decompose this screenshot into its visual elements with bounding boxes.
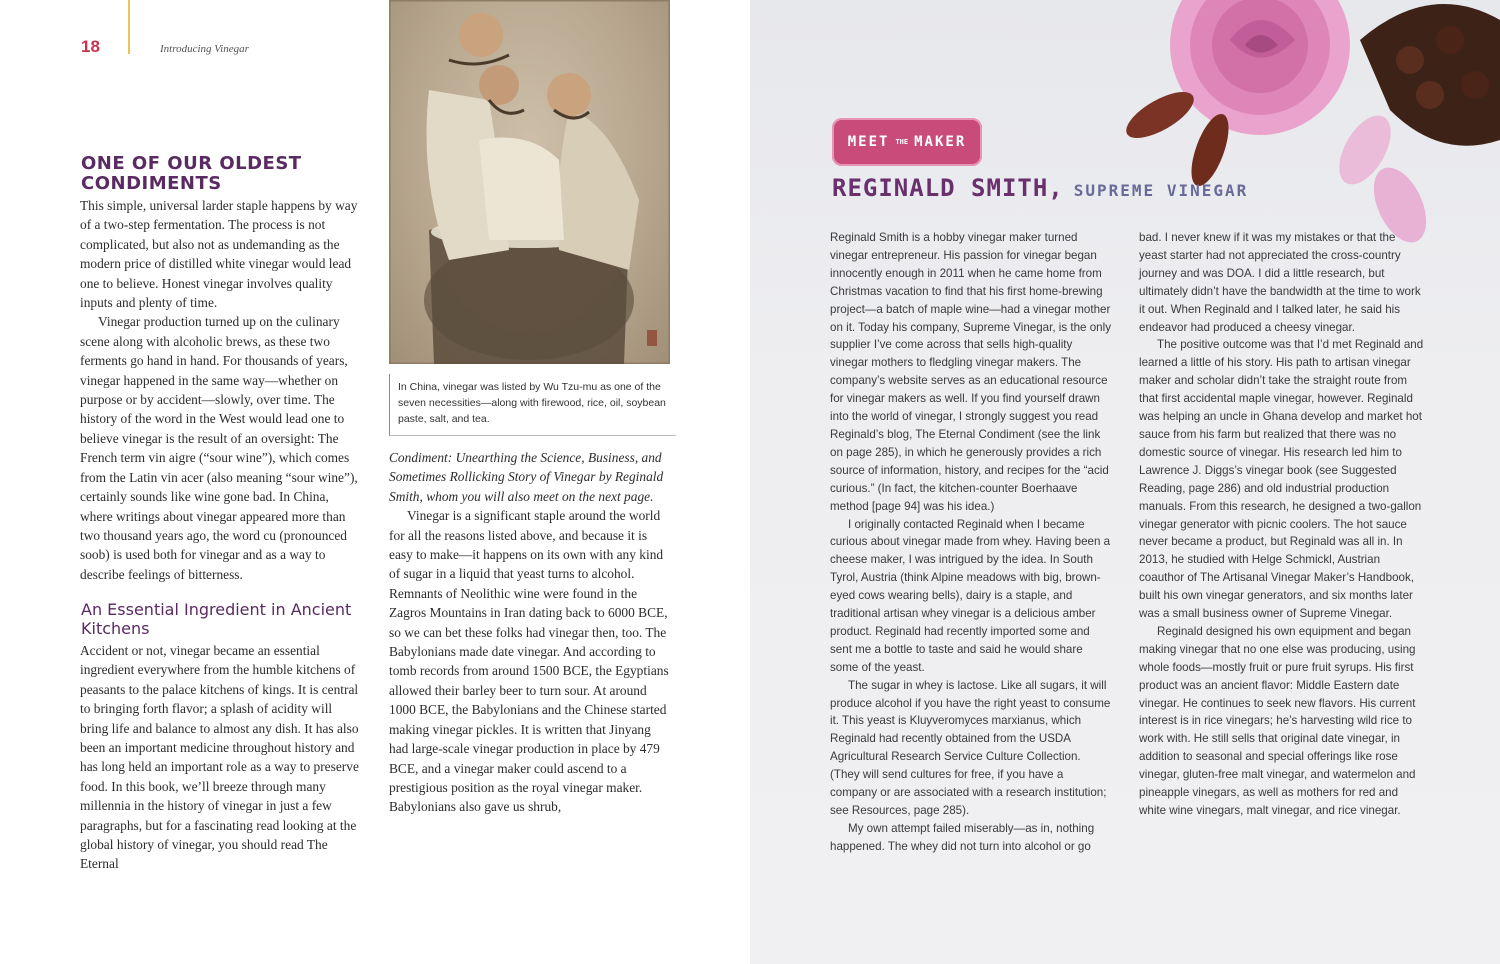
badge-word: MAKER [914,134,967,150]
paragraph: Vinegar production turned up on the culinary scene along with alcoholic brews, as these two ferments go hand in hand. For thousands of years, vinegar happened in the same way—whether on purpose or by accident—slowly, over time. The history of the word in the West would lead one to believe vinegar is the result of an oversight: The French term vin aigre (“sour wine”), which comes from the Latin vin acer (also meaning “sour wine”), certainly sounds like wine gone bad. In China, where writings about vinegar appeared more than two thousand years ago, the word cu (pronounced soob) is used both for vinegar and as a way to describe feelings of bitterness. [80,314,358,582]
meet-the-maker-badge [832,118,982,166]
column-3 [830,229,1112,856]
column-1-intro [80,196,362,584]
image-caption: In China, vinegar was listed by Wu Tzu-mu as one of the seven necessities—along with firewood, rice, oil, soybean paste, salt, and tea. [389,374,676,436]
paragraph: The sugar in whey is lactose. Like all sugars, it will produce alcohol if you have the right yeast to consume it. This yeast is Kluyveromyces marxianus, which Reginald had recently obtained from the USDA Agricultural Research Service Culture Collection. (They will send cultures for free, if you have a company or are associated with a research institution; see Resources, page 285). [830,678,1111,817]
header-rule [128,0,130,54]
page-number: 18 [81,37,100,56]
paragraph: Reginald Smith is a hobby vinegar maker turned vinegar entrepreneur. His passion for vinegar began innocently enough in 2011 when he came home from Christmas vacation to find that his first home-brewing project—a batch of maple wine—had a vinegar mother on it. Today his company, Supreme Vinegar, is the only supplier I’ve come across that sells high-quality vinegar mothers to fledgling vinegar makers. The company’s website serves as an educational resource for vinegar makers as well. If you find yourself drawn into the world of vinegar, I strongly suggest you read Reginald’s blog, The Eternal Condiment (see the link on page 285), in which he generously provides a rich source of information, history, and recipes for the “acid curious.” (In fact, the kitchen-counter Boerhaave method [page 94] was his idea.) [830,231,1111,513]
paragraph: My own attempt failed miserably—as in, nothing happened. The whey did not turn into alcohol or go [830,821,1095,853]
paragraph: Vinegar is a significant staple around the world for all the reasons listed above, and because it is easy to make—it happens on its own with any kind of sugar in a liquid that yeast turns to alcohol. Remnants of Neolithic wine were found in the Zagros Mountains in Iran dating back to 6000 BCE, so we can bet these folks had vinegar then, too. The Babylonians made date vinegar. And according to tomb records from around 1500 BCE, the Egyptians allowed their barley beer to turn sour. At around 1000 BCE, the Babylonians and the Chinese started making vinegar pickles. It is written that Jinyang had large-scale vinegar production in place by 479 BCE, and a vinegar maker could ascend to a prestigious position as the royal vinegar maker. Babylonians also gave us shrub, [389,508,669,815]
subsection-heading: An Essential Ingredient in Ancient Kitchens [81,600,352,638]
rose-and-dates-photo [1110,0,1500,260]
maker-title [832,174,1248,202]
badge-word: MEET [847,134,890,150]
maker-company: SUPREME VINEGAR [1073,181,1249,200]
paragraph: Reginald designed his own equipment and began making vinegar that no one else was producing, using whole foods—mostly fruit or pure fruit syrups. His first product was an ancient flavor: Middle Eastern date vinegar. He continues to seek new flavors. His current interest is in rice vinegars; he’s harvesting wild rice to work with. He still sells that original date vinegar, in addition to seasonal and special offerings like rose vinegar, gluten-free malt vinegar, and watermelon and pineapple vinegars, as well as mothers for red and white wine vinegars, malt vinegar, and rice vinegar. [1139,624,1416,817]
right-page [750,0,1500,964]
paragraph: The positive outcome was that I’d met Reginald and learned a little of his story. His path to artisan vinegar maker and scholar didn’t take the straight route from that first accidental maple vinegar, however. Reginald was helping an uncle in Ghana develop and market hot sauce from his farm but realized that there was no domestic source of vinegar. His research led him to Lawrence J. Diggs’s vinegar book (see Suggested Reading, page 286) and old industrial production manuals. From this research, he designed a two-gallon vinegar generator with picnic coolers. The hot sauce never became a product, but Reginald was all in. In 2013, he studied with Helge Schmickl, Austrian coauthor of The Artisanal Vinegar Maker’s Handbook, built his own vinegar generators, and six months later was a small business owner of Supreme Vinegar. [1139,338,1424,621]
painting-image [389,0,670,364]
paragraph: I originally contacted Reginald when I became curious about vinegar made from whey. Having been a cheese maker, I was intrigued by the idea. In South Tyrol, Austria (think Alpine meadows with big, brown-eyed cows wearing bells), dairy is a staple, and traditional artisan whey vinegar is a delicious amber product. Reginald had recently imported some and sent me a bottle to taste and said he would share some of the yeast. [830,517,1111,674]
section-heading: ONE OF OUR OLDEST CONDIMENTS [81,153,302,194]
column-4 [1139,229,1424,820]
badge-word: THE [895,138,909,146]
paragraph: Accident or not, vinegar became an essential ingredient everywhere from the humble kitchens of peasants to the palace kitchens of kings. It is central to bringing forth flavor; a splash of acidity will bring life and balance to almost any dish. It has also been an important medicine throughout history and has long held an important role as a way to preserve food. In this book, we’ll breeze through many millennia in the history of vinegar in just a few paragraphs, but for a fascinating read looking at the global history of vinegar, you should read The Eternal [80,643,359,872]
running-head: Introducing Vinegar [160,43,249,55]
paragraph: Condiment: Unearthing the Science, Business, and Sometimes Rollicking Story of Vinegar by Reginald Smith, whom you will also meet on the next page. [389,450,664,504]
paragraph: bad. I never knew if it was my mistakes or that the yeast starter had not appreciated the cross-country journey and was DOA. I did a little research, but ultimately didn’t have the bandwidth at the time to work it out. When Reginald and I talked later, he said his endeavor had produced a cheesy vinegar. [1139,231,1421,334]
column-2 [389,448,671,817]
vinegar-tasters-illustration [389,0,670,364]
maker-name: REGINALD SMITH, [832,174,1064,202]
paragraph: This simple, universal larder staple happens by way of a two-step fermentation. The process is not complicated, but also not as undemanding as the modern price of distilled white vinegar would lead one to believe. Honest vinegar involves quality inputs and plenty of time. [80,198,358,311]
column-1-sub [80,641,362,874]
